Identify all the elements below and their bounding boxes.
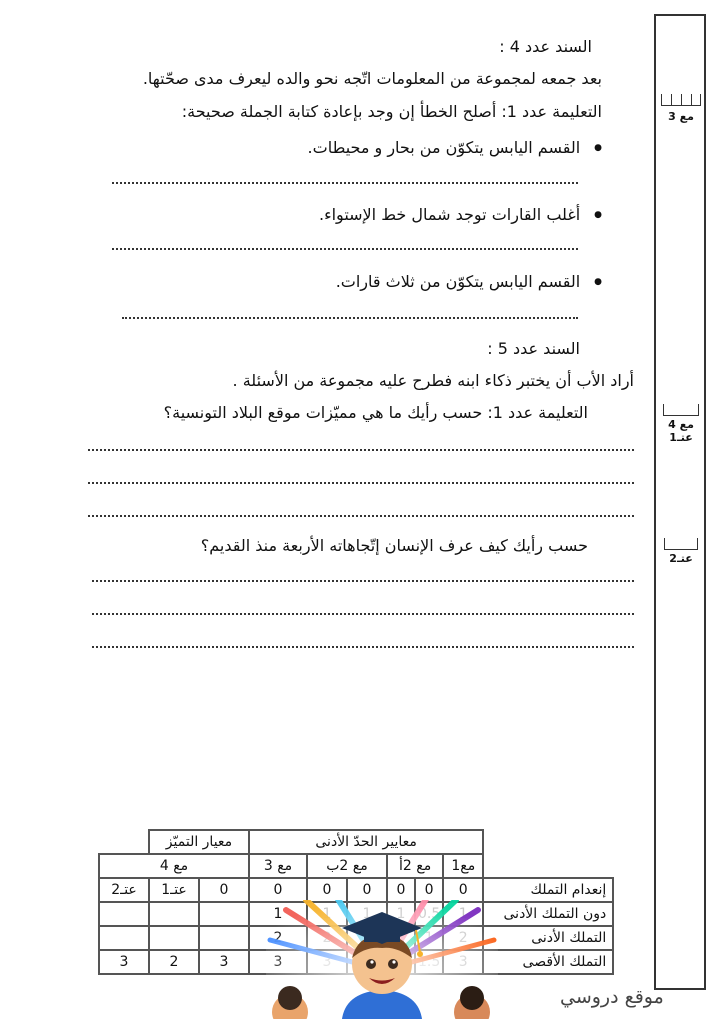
margin-mark-5: عتـ2	[660, 538, 702, 565]
answer-line[interactable]	[112, 172, 578, 184]
answer-line[interactable]	[88, 439, 634, 451]
table-cell	[99, 926, 149, 950]
margin-mark-4: مع 4 عتـ1	[660, 404, 702, 444]
answer-line[interactable]	[122, 307, 578, 319]
table-cell: 3	[199, 950, 249, 974]
table-cell	[199, 926, 249, 950]
answer-line[interactable]	[112, 238, 578, 250]
table-cell: 0	[199, 878, 249, 902]
doc4-item-1: ● القسم اليابس يتكوّن من بحار و محيطات.	[308, 138, 602, 161]
table-cell	[199, 902, 249, 926]
grading-margin-column	[654, 14, 706, 990]
answer-line[interactable]	[92, 636, 634, 648]
score-box	[664, 538, 698, 550]
doc5-question-2: حسب رأيك كيف عرف الإنسان إتّجاهاته الأربعة منذ القديم؟	[200, 536, 588, 555]
answer-line[interactable]	[88, 472, 634, 484]
table-cell: 0	[249, 878, 307, 902]
site-watermark: موقع دروسي	[560, 986, 664, 1008]
table-cell: 3	[99, 950, 149, 974]
subcriterion-1: عتـ1	[149, 878, 199, 902]
table-cell	[149, 902, 199, 926]
answer-line[interactable]	[92, 603, 634, 615]
criterion-4: مع 4	[99, 854, 249, 878]
doc4-item-2: ● أغلب القارات توجد شمال خط الإستواء.	[319, 205, 602, 228]
doc5-instruction: التعليمة عدد 1: حسب رأيك ما هي مميّزات موقع البلاد التونسية؟	[163, 403, 588, 422]
doc4-instruction: التعليمة عدد 1: أصلح الخطأ إن وجد بإعادة كتابة الجملة صحيحة:	[181, 102, 602, 121]
table-cell: 0	[347, 878, 387, 902]
score-box	[663, 404, 699, 416]
doc4-item-3: ● القسم اليابس يتكوّن من ثلاث قارات.	[336, 272, 602, 295]
table-cell: 0	[415, 878, 443, 902]
criterion-3: مع 3	[249, 854, 307, 878]
excellence-criterion-header: معيار التميّز	[149, 830, 249, 854]
doc4-intro: بعد جمعه لمجموعة من المعلومات اتّجه نحو والده ليعرف مدى صحّتها.	[142, 69, 602, 88]
answer-line[interactable]	[88, 505, 634, 517]
minimum-criteria-header: معايير الحدّ الأدنى	[249, 830, 483, 854]
subcriterion-2: عتـ2	[99, 878, 149, 902]
table-cell: 2	[149, 950, 199, 974]
table-cell: 0	[307, 878, 347, 902]
row-label: التملك الأقصى	[483, 950, 613, 974]
table-cell	[99, 902, 149, 926]
graduate-boy-logo	[266, 900, 498, 1019]
criterion-2a: مع 2أ	[387, 854, 443, 878]
table-cell: 0	[443, 878, 483, 902]
criterion-1: مع1	[443, 854, 483, 878]
table-cell	[149, 926, 199, 950]
answer-line[interactable]	[92, 570, 634, 582]
table-cell: 0	[387, 878, 415, 902]
row-label: إنعدام التملك	[483, 878, 613, 902]
doc4-heading: السند عدد 4 :	[499, 37, 592, 56]
row-label: التملك الأدنى	[483, 926, 613, 950]
row-label: دون التملك الأدنى	[483, 902, 613, 926]
margin-mark-3: مع 3	[660, 94, 702, 123]
criterion-2b: مع 2ب	[307, 854, 387, 878]
score-boxes	[660, 94, 702, 108]
doc5-intro: أراد الأب أن يختبر ذكاء ابنه فطرح عليه مجموعة من الأسئلة .	[232, 371, 634, 390]
doc5-heading: السند عدد 5 :	[487, 339, 580, 358]
